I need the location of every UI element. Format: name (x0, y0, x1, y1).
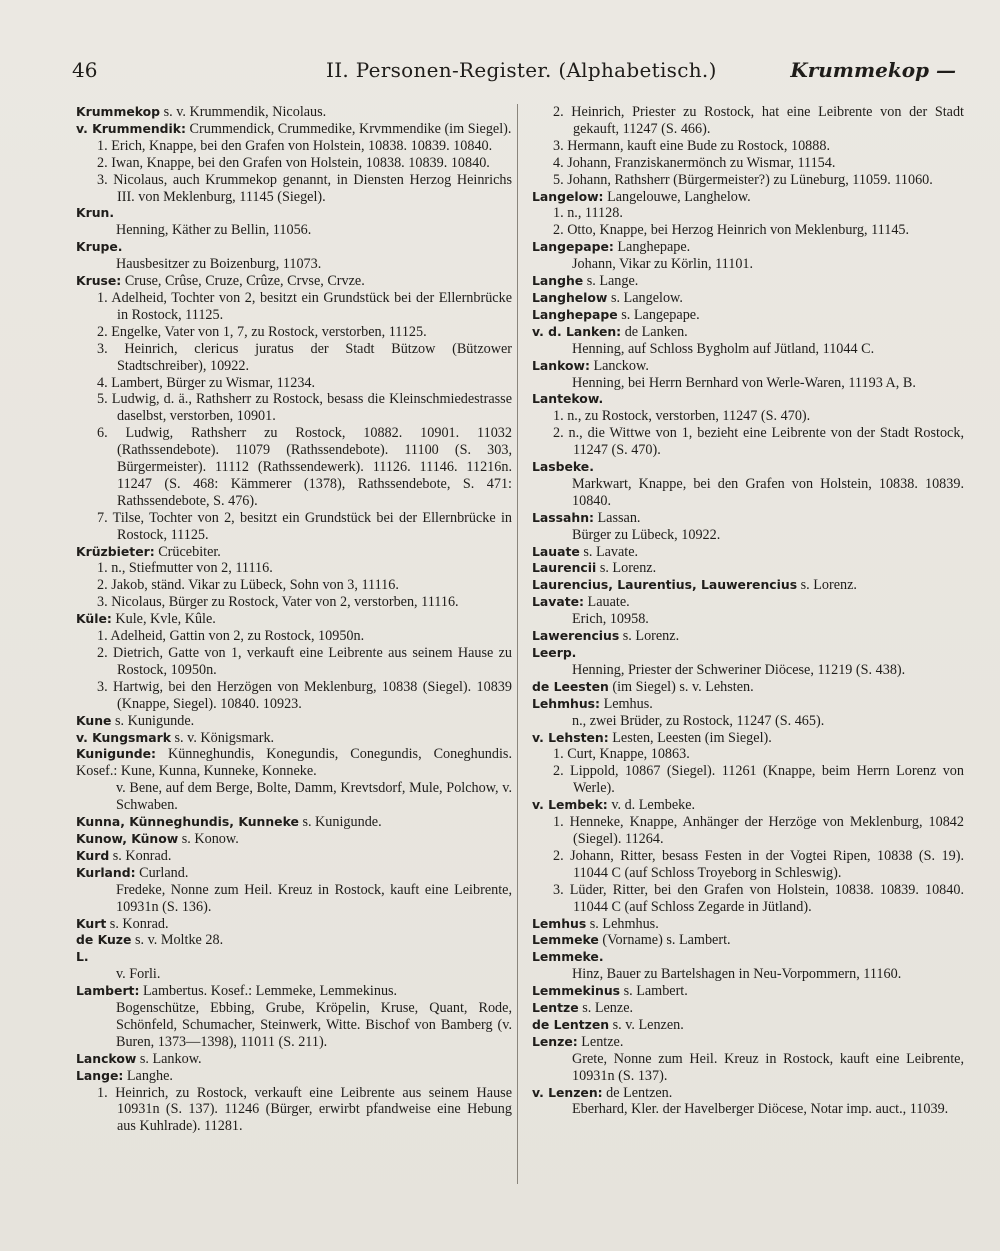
entry-line (76, 746, 512, 780)
entry-text: s. v. Lenzen. (609, 1016, 684, 1033)
entry-text: s. Lenze. (578, 1000, 634, 1017)
entry-line (532, 510, 964, 527)
register-entry (532, 560, 964, 577)
sub-entry: 2. Dietrich, Gatte von 1, verkauft eine Leibrente aus seinem Hause zu Rostock, 10950n. (97, 645, 512, 678)
entry-head: Lenze: (532, 1033, 578, 1049)
entry-text: s. Langepape. (617, 306, 700, 323)
register-entry (532, 932, 964, 949)
entry-head: de Leesten (532, 678, 609, 694)
register-entry (532, 307, 964, 324)
register-entry (76, 544, 512, 612)
entry-line (76, 239, 512, 256)
sub-entry: 1. Curt, Knappe, 10863. (553, 746, 690, 763)
entry-text: Künneghundis, Konegundis, Conegundis, Coneghundis. Kosef.: Kune, Kunna, Kunneke, Konneke. (76, 746, 512, 780)
sub-entry: 1. n., zu Rostock, verstorben, 11247 (S. 470). (553, 408, 811, 425)
entry-head: Lanckow (76, 1050, 137, 1066)
entry-head: Lassahn: (532, 509, 594, 525)
entry-line (532, 594, 964, 611)
entry-line (532, 1017, 964, 1034)
left-column (76, 104, 512, 1135)
entry-head: Lavate: (532, 594, 584, 610)
sub-entry: 1. Heinrich, zu Rostock, verkauft eine Leibrente aus seinem Hause 10931n (S. 137). 11246 (Bürger, erwirbt pfandweise eine Hebung aus Kuhlrade). 11281. (97, 1084, 512, 1135)
register-entry (76, 814, 512, 831)
entry-head: v. Lenzen: (532, 1084, 603, 1100)
entry-line (532, 459, 964, 476)
register-entry (76, 239, 512, 273)
entry-detail: v. Forli. (116, 966, 161, 983)
entry-text: s. Konrad. (106, 915, 169, 932)
entry-text: Lambertus. Kosef.: Lemmeke, Lemmekinus. (139, 983, 398, 1000)
page-title: II. Personen-Register. (Alphabetisch.) (326, 58, 717, 82)
right-column (532, 104, 964, 1118)
register-entry (76, 831, 512, 848)
register-entry (532, 983, 964, 1000)
sub-entry: 3. Nicolaus, Bürger zu Rostock, Vater von 2, verstorben, 11116. (97, 594, 459, 611)
register-entry (532, 1017, 964, 1034)
entry-head: Langhe (532, 273, 584, 289)
entry-text: Lanckow. (589, 357, 649, 374)
entry-text: s. Lorenz. (596, 560, 657, 577)
sub-entry: 6. Ludwig, Rathsherr zu Rostock, 10882. 10901. 11032 (Rathssendebote). 11079 (Rathssendebote). 11100 (S. 303, Bürgermeister). 11112 (Rathssendewerk). 11126. 11146. 11216n. 11247 (S. 468: Kämmerer (1378), Rathssendebote, S. 471: Rathssendebote, S. 476). (97, 425, 512, 509)
sub-entry: 3. Nicolaus, auch Krummekop genannt, in Diensten Herzog Heinrichs III. von Meklenburg, 11145 (Siegel). (97, 171, 512, 205)
sub-entry: 1. Henneke, Knappe, Anhänger der Herzöge von Meklenburg, 10842 (Siegel). 11264. (553, 814, 964, 847)
entry-line (532, 949, 964, 966)
entry-text: Cruse, Crûse, Cruze, Crûze, Crvse, Crvze. (121, 273, 365, 290)
register-entry (532, 324, 964, 358)
register-entry (532, 696, 964, 730)
register-entry (76, 713, 512, 730)
entry-line (532, 932, 964, 949)
sub-entry: 3. Hartwig, bei den Herzögen von Meklenburg, 10838 (Siegel). 10839 (Knappe, Siegel). 10840. 10923. (97, 678, 512, 712)
entry-line (532, 358, 964, 375)
entry-head: Lemhus (532, 915, 587, 931)
register-entry (532, 391, 964, 459)
entry-text: s. Kunigunde. (111, 712, 195, 729)
entry-line (76, 273, 512, 290)
entry-line (76, 848, 512, 865)
entry-detail: Henning, bei Herrn Bernhard von Werle-Waren, 11193 A, B. (572, 374, 916, 391)
entry-head: v. Kungsmark (76, 729, 171, 745)
entry-line (76, 730, 512, 747)
register-entry (76, 611, 512, 712)
register-entry (76, 932, 512, 949)
entry-line (532, 797, 964, 814)
register-entry (76, 205, 512, 239)
entry-line (532, 324, 964, 341)
entry-text: s. Konow. (178, 830, 239, 847)
entry-text: s. Konrad. (109, 847, 172, 864)
register-entry (532, 797, 964, 915)
sub-entry: 5. Johann, Rathsherr (Bürgermeister?) zu Lüneburg, 11059. 11060. (553, 171, 933, 188)
register-entry (532, 290, 964, 307)
entry-text: s. Lorenz. (797, 577, 857, 594)
entry-text: (im Siegel) s. v. Lehsten. (608, 678, 754, 695)
sub-entry: 2. Heinrich, Priester zu Rostock, hat eine Leibrente von der Stadt gekauft, 11247 (S. 466). (553, 104, 964, 137)
register-entry (76, 104, 512, 121)
entry-line (76, 611, 512, 628)
entry-head: Langepape: (532, 239, 614, 255)
entry-line (532, 916, 964, 933)
entry-line (532, 679, 964, 696)
entry-line (76, 1051, 512, 1068)
entry-line (532, 290, 964, 307)
entry-text: s. Kunigunde. (298, 814, 382, 831)
entry-detail: v. Bene, auf dem Berge, Bolte, Damm, Krevtsdorf, Mule, Polchow, v. Schwaben. (116, 780, 512, 814)
entry-line (532, 628, 964, 645)
entry-line (532, 239, 964, 256)
entry-head: Krummekop (76, 104, 161, 119)
entry-line (532, 273, 964, 290)
sub-entry: 2. Johann, Ritter, besass Festen in der Vogtei Ripen, 10838 (S. 19). 11044 C (auf Schloss Troyeborg in Schleswig). (553, 847, 964, 881)
entry-line (76, 932, 512, 949)
entry-line (76, 983, 512, 1000)
entry-text: Crücebiter. (154, 543, 221, 560)
sub-entry: 3. Lüder, Ritter, bei den Grafen von Holstein, 10838. 10839. 10840. 11044 C (auf Schloss Zegarde in Jütland). (553, 881, 964, 915)
entry-line (76, 814, 512, 831)
entry-text: s. v. Königsmark. (170, 729, 275, 746)
entry-detail: Hinz, Bauer zu Bartelshagen in Neu-Vorpommern, 11160. (572, 966, 902, 983)
entry-detail: Erich, 10958. (572, 611, 649, 628)
entry-head: Leerp. (532, 645, 577, 660)
sub-entry: 1. Adelheid, Gattin von 2, zu Rostock, 10950n. (97, 628, 365, 645)
register-entry (76, 949, 512, 983)
register-entry (76, 983, 512, 1051)
register-entry (532, 1034, 964, 1085)
entry-head: Lange: (76, 1067, 124, 1083)
entry-text: s. Lange. (583, 273, 639, 290)
entry-text: Langhepape. (613, 239, 691, 256)
entry-line (532, 189, 964, 206)
entry-line (532, 1000, 964, 1017)
entry-head: Lankow: (532, 357, 590, 373)
sub-entry: 2. Otto, Knappe, bei Herzog Heinrich von Meklenburg, 11145. (553, 222, 910, 239)
sub-entry: 2. Engelke, Vater von 1, 7, zu Rostock, verstorben, 11125. (97, 323, 427, 340)
entry-line (76, 104, 512, 121)
entry-line (532, 645, 964, 662)
sub-entry: 4. Lambert, Bürger zu Wismar, 11234. (97, 374, 316, 391)
register-entry (532, 730, 964, 798)
entry-detail: n., zwei Brüder, zu Rostock, 11247 (S. 465). (572, 712, 825, 729)
entry-text: s. Lehmhus. (586, 915, 659, 932)
register-entry (76, 865, 512, 916)
entry-line (532, 544, 964, 561)
entry-head: Laurencii (532, 560, 597, 576)
entry-head: Lasbeke. (532, 459, 594, 475)
entry-head: Krun. (76, 205, 115, 221)
entry-head: Kruse: (76, 273, 122, 289)
column-divider (517, 104, 518, 1184)
entry-head: v. Krummendik: (76, 120, 186, 136)
entry-text: de Lentzen. (602, 1084, 673, 1101)
register-entry (532, 1000, 964, 1017)
entry-line (532, 307, 964, 324)
entry-head: Kunna, Künneghundis, Kunneke (76, 814, 299, 830)
entry-line (532, 1034, 964, 1051)
entry-text: s. Lambert. (620, 983, 688, 1000)
entry-head: L. (76, 949, 89, 965)
entry-line (76, 865, 512, 882)
entry-line (532, 577, 964, 594)
entry-detail: Eberhard, Kler. der Havelberger Diöcese, Notar imp. auct., 11039. (572, 1101, 949, 1118)
entry-text: s. v. Krummendik, Nicolaus. (160, 104, 327, 120)
register-entry (532, 510, 964, 544)
entry-detail: Henning, Käther zu Bellin, 11056. (116, 222, 312, 239)
entry-text: (Vorname) s. Lambert. (598, 932, 731, 949)
register-entry (532, 679, 964, 696)
entry-line (532, 730, 964, 747)
entry-head: Laurencius, Laurentius, Lauwerencius (532, 577, 798, 593)
register-entry (76, 1051, 512, 1068)
entry-head: Lemmeke (532, 932, 599, 948)
entry-head: Langhepape (532, 306, 618, 322)
entry-head: Küle: (76, 611, 112, 627)
entry-head: Krupe. (76, 239, 123, 255)
sub-entry: 2. Jakob, ständ. Vikar zu Lübeck, Sohn von 3, 11116. (97, 577, 399, 594)
register-entry (532, 544, 964, 561)
entry-head: Lawerencius (532, 628, 620, 644)
sub-entry: 1. n., 11128. (553, 205, 623, 222)
register-entry (532, 577, 964, 594)
register-entry (76, 121, 512, 206)
entry-head: Lambert: (76, 983, 140, 999)
register-entry (76, 916, 512, 933)
entry-text: s. Lankow. (136, 1050, 202, 1067)
entry-text: Curland. (135, 864, 189, 881)
entry-head: Langelow: (532, 188, 604, 204)
sub-entry: 1. Adelheid, Tochter von 2, besitzt ein Grundstück bei der Ellernbrücke in Rostock, 11125. (97, 289, 512, 323)
entry-line (76, 713, 512, 730)
entry-head: v. d. Lanken: (532, 323, 622, 339)
entry-head: Kunigunde: (76, 746, 157, 762)
entry-line (76, 1068, 512, 1085)
register-entry (532, 239, 964, 273)
entry-detail: Grete, Nonne zum Heil. Kreuz in Rostock, kauft eine Leibrente, 10931n (S. 137). (572, 1050, 964, 1084)
entry-text: s. Lavate. (579, 543, 639, 560)
entry-text: Lentze. (577, 1033, 624, 1050)
entry-detail: Fredeke, Nonne zum Heil. Kreuz in Rostock, kauft eine Leibrente, 10931n (S. 136). (116, 881, 512, 915)
entry-detail: Henning, auf Schloss Bygholm auf Jütland, 11044 C. (572, 340, 875, 357)
register-entry (76, 848, 512, 865)
entry-text: s. Lorenz. (619, 628, 680, 645)
sub-entry: 1. Erich, Knappe, bei den Grafen von Holstein, 10838. 10839. 10840. (97, 137, 493, 154)
entry-head: Krüzbieter: (76, 543, 155, 559)
register-entry (532, 189, 964, 240)
entry-detail: Henning, Priester der Schweriner Diöcese, 11219 (S. 438). (572, 661, 906, 678)
entry-text: Kule, Kvle, Kûle. (111, 611, 216, 628)
entry-line (532, 983, 964, 1000)
entry-head: Langhelow (532, 289, 608, 305)
sub-entry: 3. Heinrich, clericus juratus der Stadt Bützow (Bützower Stadtschreiber), 10922. (97, 340, 512, 374)
register-entry (532, 645, 964, 679)
register-entry (76, 273, 512, 544)
sub-entry: 4. Johann, Franziskanermönch zu Wismar, 11154. (553, 154, 836, 171)
entry-detail: Markwart, Knappe, bei den Grafen von Holstein, 10838. 10839. 10840. (572, 475, 964, 509)
entry-text: Lesten, Leesten (im Siegel). (608, 729, 772, 746)
entry-text: Lemhus. (600, 695, 653, 712)
entry-text: de Lanken. (621, 323, 688, 340)
register-entry (532, 273, 964, 290)
entry-head: Lehmhus: (532, 695, 601, 711)
entry-head: Lauate (532, 543, 580, 559)
entry-head: Kunow, Künow (76, 830, 179, 846)
entry-detail: Bürger zu Lübeck, 10922. (572, 526, 721, 543)
entry-line (76, 544, 512, 561)
page-number: 46 (72, 58, 98, 82)
entry-detail: Hausbesitzer zu Boizenburg, 11073. (116, 256, 322, 273)
entry-head: Lantekow. (532, 391, 604, 407)
register-entry (532, 949, 964, 983)
entry-text: v. d. Lembeke. (607, 797, 696, 814)
entry-text: s. Langelow. (607, 289, 683, 306)
entry-line (532, 391, 964, 408)
entry-detail: Bogenschütze, Ebbing, Grube, Kröpelin, Kruse, Quant, Rode, Schönfeld, Schumacher, Steinwerk, Witte. Bischof von Bamberg (v. Buren, 1373—1398), 11011 (S. 211). (116, 1000, 512, 1050)
entry-head: Lemmekinus (532, 983, 621, 999)
entry-text: Crummendick, Crummedike, Krvmmendike (im Siegel). (185, 120, 512, 137)
entry-text: Langelouwe, Langhelow. (603, 188, 751, 205)
register-entry (532, 358, 964, 392)
register-entry (76, 1068, 512, 1136)
entry-head: Kurland: (76, 864, 136, 880)
entry-head: de Kuze (76, 932, 132, 948)
entry-line (76, 916, 512, 933)
sub-entry: 3. Hermann, kauft eine Bude zu Rostock, 10888. (553, 137, 830, 154)
page-header (72, 58, 956, 88)
entry-head: de Lentzen (532, 1016, 610, 1032)
register-entry (532, 916, 964, 933)
sub-entry: 5. Ludwig, d. ä., Rathsherr zu Rostock, besass die Kleinschmiedestrasse daselbst, verstorben, 10901. (97, 391, 512, 425)
register-entry (532, 628, 964, 645)
entry-head: Lemmeke. (532, 949, 604, 965)
register-entry (532, 1085, 964, 1119)
entry-detail: Johann, Vikar zu Körlin, 11101. (572, 256, 754, 273)
entry-line (532, 696, 964, 713)
register-entry (76, 746, 512, 814)
entry-line (532, 1085, 964, 1102)
sub-entry: 1. n., Stiefmutter von 2, 11116. (97, 560, 273, 577)
entry-line (76, 949, 512, 966)
register-entry (532, 594, 964, 628)
sub-entry: 2. Iwan, Knappe, bei den Grafen von Holstein, 10838. 10839. 10840. (97, 154, 490, 171)
entry-text: Langhe. (123, 1067, 173, 1084)
register-entry (76, 730, 512, 747)
entry-line (76, 205, 512, 222)
entry-line (532, 560, 964, 577)
entry-text: Lauate. (583, 594, 630, 611)
entry-text: Lassan. (593, 509, 641, 526)
entry-line (76, 121, 512, 138)
running-head: Krummekop — (790, 58, 956, 82)
sub-entry: 2. n., die Wittwe von 1, bezieht eine Leibrente von der Stadt Rostock, 11247 (S. 470). (553, 425, 964, 459)
entry-head: Kurt (76, 915, 107, 931)
entry-head: v. Lehsten: (532, 729, 609, 745)
entry-line (76, 831, 512, 848)
sub-entry: 7. Tilse, Tochter von 2, besitzt ein Grundstück bei der Ellernbrücke in Rostock, 11125. (97, 509, 512, 543)
register-entry (532, 459, 964, 510)
entry-head: v. Lembek: (532, 797, 608, 813)
sub-entry: 2. Lippold, 10867 (Siegel). 11261 (Knappe, beim Herrn Lorenz von Werle). (553, 763, 964, 797)
entry-head: Lentze (532, 1000, 579, 1016)
entry-head: Kurd (76, 847, 110, 863)
register-entry (532, 104, 964, 189)
entry-text: s. v. Moltke 28. (131, 932, 224, 949)
entry-head: Kune (76, 712, 112, 728)
